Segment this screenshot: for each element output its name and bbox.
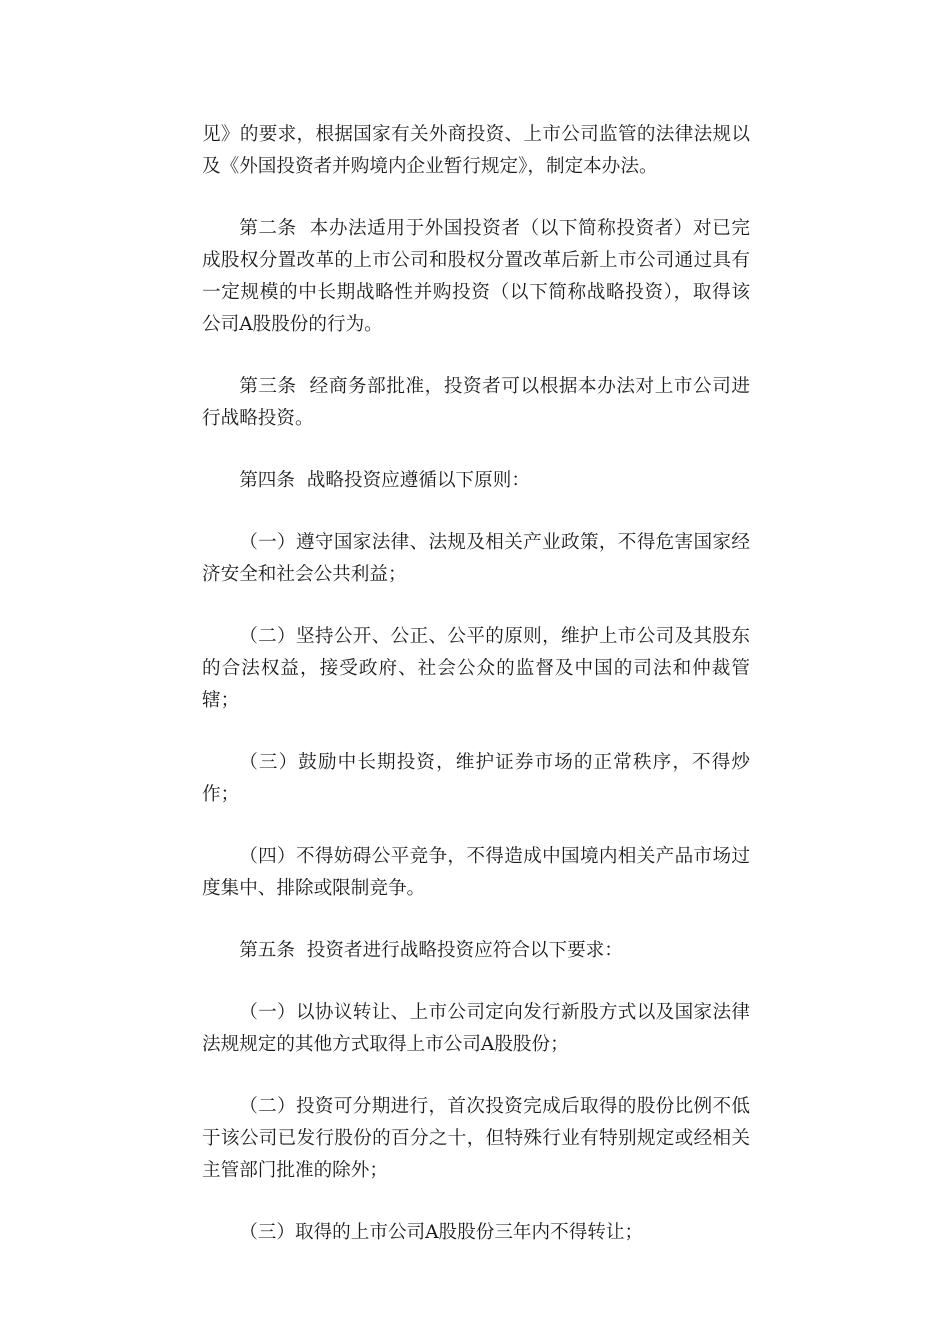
document-body	[202, 119, 750, 1249]
paragraph-article-5: 第五条 投资者进行战略投资应符合以下要求：	[239, 940, 623, 961]
paragraph-article-4-item-4: （四）不得妨碍公平竞争，不得造成中国境内相关产品市场过度集中、排除或限制竞争。	[202, 846, 750, 899]
paragraph-article-4-item-1: （一）遵守国家法律、法规及相关产业政策，不得危害国家经济安全和社会公共利益；	[202, 532, 750, 585]
paragraph-article-4: 第四条 战略投资应遵循以下原则：	[239, 470, 530, 491]
paragraph-article-4-item-2: （二）坚持公开、公正、公平的原则，维护上市公司及其股东的合法权益，接受政府、社会公众的监督及中国的司法和仲裁管辖；	[202, 626, 750, 711]
paragraph-article-5-item-1: （一）以协议转让、上市公司定向发行新股方式以及国家法律法规规定的其他方式取得上市公司A股股份；	[202, 1002, 750, 1055]
paragraph-intro-continuation: 见》的要求，根据国家有关外商投资、上市公司监管的法律法规以及《外国投资者并购境内企业暂行规定》，制定本办法。	[202, 124, 750, 177]
paragraph-article-2: 第二条 本办法适用于外国投资者（以下简称投资者）对已完成股权分置改革的上市公司和股权分置改革后新上市公司通过具有一定规模的中长期战略性并购投资（以下简称战略投资），取得该公司A股股份的行为。	[202, 218, 750, 335]
paragraph-article-4-item-3: （三）鼓励中长期投资，维护证券市场的正常秩序，不得炒作；	[202, 752, 750, 805]
paragraph-article-5-item-3: （三）取得的上市公司A股股份三年内不得转让；	[239, 1222, 644, 1243]
paragraph-article-3: 第三条 经商务部批准，投资者可以根据本办法对上市公司进行战略投资。	[202, 376, 750, 429]
paragraph-article-5-item-2: （二）投资可分期进行，首次投资完成后取得的股份比例不低于该公司已发行股份的百分之十，但特殊行业有特别规定或经相关主管部门批准的除外；	[202, 1096, 750, 1181]
